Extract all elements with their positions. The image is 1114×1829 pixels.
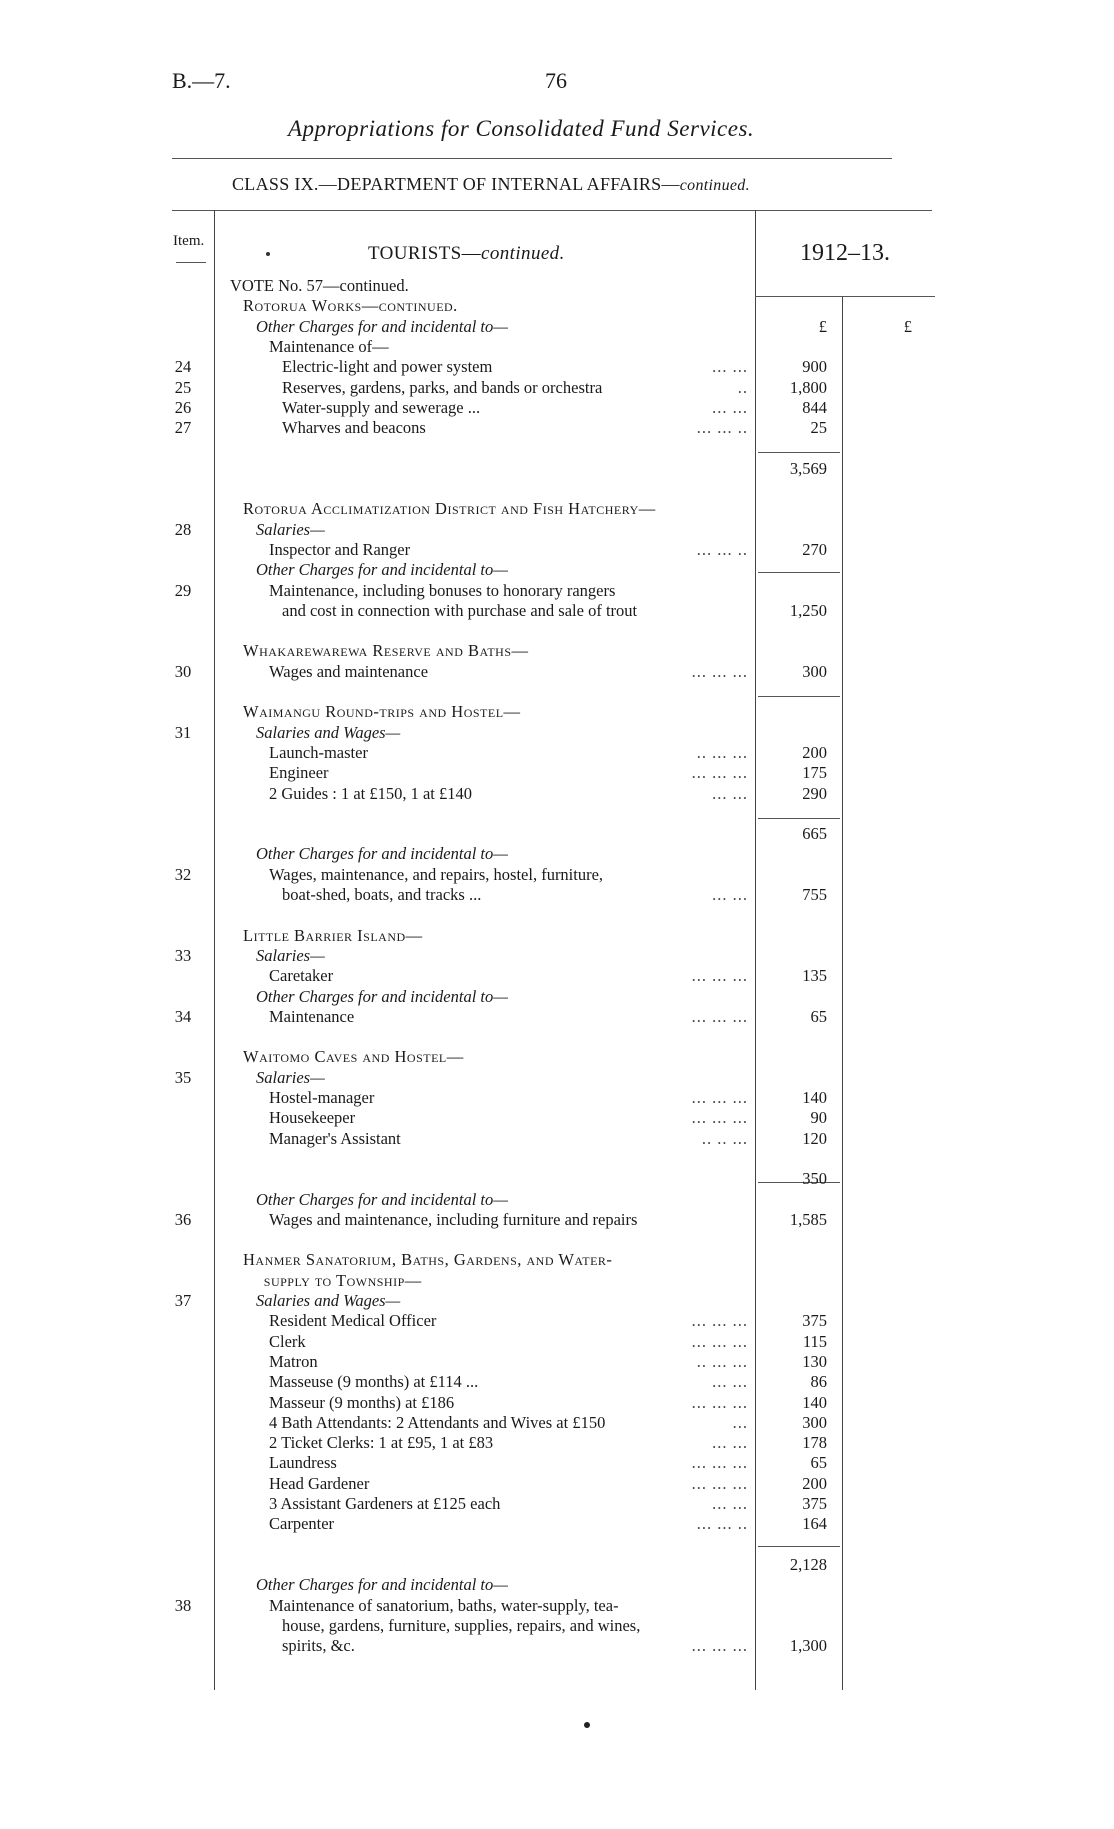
leader-dots: ... ... ...	[691, 1331, 748, 1351]
leader-dots: ... ...	[712, 783, 748, 803]
table-row	[0, 1047, 1114, 1067]
table-row	[0, 1616, 1114, 1636]
leader-dots: ... ... ...	[691, 763, 748, 783]
table-row	[0, 1636, 1114, 1656]
row-description: Matron	[269, 1351, 318, 1371]
item-number: 29	[174, 580, 192, 600]
item-number: 32	[174, 864, 192, 884]
amount: 300	[802, 661, 827, 681]
table-row	[0, 1453, 1114, 1473]
table-row	[0, 1413, 1114, 1433]
amount: 90	[810, 1108, 827, 1128]
item-number: 24	[174, 357, 192, 377]
row-description: boat-shed, boats, and tracks ...	[282, 885, 482, 904]
leader-dots: ... ...	[712, 1372, 748, 1392]
class-heading-main: CLASS IX.—DEPARTMENT OF INTERNAL AFFAIRS—	[232, 174, 680, 194]
amount: 900	[802, 357, 827, 377]
leader-dots: .. .. ...	[701, 1128, 748, 1148]
amount: 200	[802, 1473, 827, 1493]
table-row	[0, 1311, 1114, 1331]
table-row	[0, 418, 1114, 438]
leader-dots: ... ... ...	[691, 1006, 748, 1026]
table-row	[0, 398, 1114, 418]
amount: 178	[802, 1433, 827, 1453]
item-number: 38	[174, 1595, 192, 1615]
table-row	[0, 763, 1114, 783]
item-header-rule	[176, 262, 206, 263]
table-row	[0, 641, 1114, 661]
table-row	[0, 1007, 1114, 1027]
table-row	[0, 276, 1114, 296]
table-row	[0, 784, 1114, 804]
row-description: Other Charges for and incidental to—	[256, 316, 508, 336]
row-description: Electric-light and power system	[282, 357, 493, 377]
leader-dots: ... ...	[712, 885, 748, 904]
amount: 300	[802, 1412, 827, 1432]
amount: 844	[802, 397, 827, 417]
amount: 65	[810, 1006, 827, 1026]
title-rule	[172, 158, 892, 159]
table-row	[0, 1393, 1114, 1413]
row-description: Other Charges for and incidental to—	[256, 560, 508, 580]
table-row	[0, 1129, 1114, 1149]
row-description: spirits, &c.	[282, 1636, 355, 1656]
item-number: 37	[174, 1291, 192, 1310]
table-row	[0, 1027, 1114, 1047]
row-description: Rotorua Works—continued.	[243, 296, 458, 316]
leader-dots: ...	[732, 1412, 748, 1432]
table-row	[0, 1190, 1114, 1210]
table-row	[0, 1332, 1114, 1352]
row-description: Laundress	[269, 1453, 337, 1473]
item-column-header: Item.	[173, 233, 205, 249]
table-row	[0, 459, 1114, 479]
table-row	[0, 946, 1114, 966]
row-description: Wages and maintenance	[269, 661, 429, 681]
row-description: VOTE No. 57—continued.	[230, 276, 409, 295]
amount: 1,585	[789, 1209, 827, 1229]
row-description: Rotorua Acclimatization District and Fish Hatchery—	[243, 499, 656, 519]
table-row	[0, 560, 1114, 580]
row-description: Manager's Assistant	[269, 1128, 401, 1148]
row-description: Hanmer Sanatorium, Baths, Gardens, and Water-	[243, 1250, 613, 1270]
item-number: 27	[174, 418, 192, 438]
row-description: 2 Guides : 1 at £150, 1 at £140	[269, 783, 473, 803]
leader-dots: ... ...	[712, 397, 748, 417]
amount: 140	[802, 1088, 827, 1107]
row-description: Maintenance, including bonuses to honorary rangers	[269, 580, 616, 600]
table-row	[0, 438, 1114, 458]
row-description: Reserves, gardens, parks, and bands or orchestra	[282, 377, 603, 397]
table-row	[0, 1210, 1114, 1230]
row-description: Whakarewarewa Reserve and Baths—	[243, 641, 529, 661]
leader-dots: ... ... ..	[696, 1514, 748, 1534]
row-description: Other Charges for and incidental to—	[256, 844, 508, 864]
leader-dots: ... ...	[712, 1494, 748, 1513]
leader-dots: ... ... ...	[691, 1392, 748, 1412]
amount: 120	[802, 1128, 827, 1148]
amount: 140	[802, 1392, 827, 1412]
leader-dots: ... ... ...	[691, 661, 748, 681]
table-row	[0, 499, 1114, 519]
row-description: Salaries and Wages—	[256, 722, 401, 742]
table-row	[0, 1514, 1114, 1534]
amount: 1,300	[789, 1636, 827, 1656]
table-row	[0, 520, 1114, 540]
table-row	[0, 702, 1114, 722]
amount: 115	[802, 1331, 827, 1351]
table-row	[0, 926, 1114, 946]
row-description: Other Charges for and incidental to—	[256, 1575, 508, 1595]
amount: 375	[802, 1311, 827, 1331]
printer-mark	[584, 1722, 590, 1728]
row-description: Salaries—	[256, 519, 325, 539]
table-row	[0, 1352, 1114, 1372]
table-row	[0, 1372, 1114, 1392]
table-row	[0, 378, 1114, 398]
leader-dots: .. ... ...	[696, 742, 748, 762]
table-row	[0, 1271, 1114, 1291]
total-amount: £	[903, 316, 912, 336]
row-description: Engineer	[269, 763, 329, 783]
table-row	[0, 1230, 1114, 1250]
item-number: 30	[174, 661, 192, 681]
table-row	[0, 824, 1114, 844]
page-number: 76	[545, 68, 567, 93]
leader-dots: ... ... ..	[696, 418, 748, 438]
year-column-header: 1912–13.	[800, 240, 890, 266]
table-row	[0, 987, 1114, 1007]
amount: 755	[802, 885, 827, 904]
amount: 350	[802, 1169, 827, 1189]
row-description: Inspector and Ranger	[269, 539, 411, 559]
item-number: 33	[174, 945, 192, 965]
amount: 135	[802, 966, 827, 986]
leader-dots: ... ... ...	[691, 1473, 748, 1493]
leader-dots: ... ... ..	[696, 539, 748, 559]
section-header-main: TOURISTS—	[368, 243, 482, 264]
amount: 86	[810, 1372, 827, 1392]
table-row	[0, 337, 1114, 357]
row-description: supply to Township—	[263, 1270, 422, 1290]
row-description: Wages, maintenance, and repairs, hostel, furniture,	[269, 864, 604, 884]
item-number: 34	[174, 1006, 192, 1026]
row-description: Launch-master	[269, 742, 368, 762]
table-row	[0, 662, 1114, 682]
class-heading-continued: continued.	[679, 177, 750, 194]
table-row	[0, 479, 1114, 499]
item-number: 35	[174, 1067, 192, 1087]
row-description: Waitomo Caves and Hostel—	[243, 1047, 464, 1067]
row-description: Housekeeper	[269, 1108, 356, 1128]
table-row	[0, 1494, 1114, 1514]
table-row	[0, 1575, 1114, 1595]
table-row	[0, 601, 1114, 621]
amount: 2,128	[789, 1554, 827, 1574]
row-description: Other Charges for and incidental to—	[256, 986, 508, 1006]
amount: 200	[802, 742, 827, 762]
section-header	[368, 243, 565, 265]
amount: 290	[802, 783, 827, 803]
table-row	[0, 357, 1114, 377]
row-description: Water-supply and sewerage ...	[282, 397, 481, 417]
table-row	[0, 581, 1114, 601]
leader-dots: ..	[737, 377, 748, 397]
item-number: 28	[174, 519, 192, 539]
amount: £	[818, 316, 827, 336]
table-row	[0, 540, 1114, 560]
table-row	[0, 296, 1114, 316]
leader-dots: ... ... ...	[691, 1088, 748, 1107]
amount: 164	[802, 1514, 827, 1534]
leader-dots: ... ...	[712, 357, 748, 377]
row-description: Little Barrier Island—	[243, 925, 423, 945]
table-row	[0, 1555, 1114, 1575]
row-description: Salaries—	[256, 1067, 325, 1087]
item-number: 25	[174, 377, 192, 397]
row-description: and cost in connection with purchase and sale of trout	[282, 600, 638, 620]
table-row	[0, 317, 1114, 337]
row-description: Maintenance	[269, 1006, 355, 1026]
row-description: Wharves and beacons	[282, 418, 426, 438]
row-description: 3 Assistant Gardeners at £125 each	[269, 1494, 501, 1513]
table-row	[0, 1535, 1114, 1555]
item-number: 26	[174, 397, 192, 417]
row-description: 2 Ticket Clerks: 1 at £95, 1 at £83	[269, 1433, 494, 1453]
table-row	[0, 966, 1114, 986]
amount: 130	[802, 1351, 827, 1371]
table-row	[0, 1433, 1114, 1453]
row-description: Wages and maintenance, including furniture and repairs	[269, 1209, 638, 1229]
row-description: Maintenance of sanatorium, baths, water-supply, tea-	[269, 1595, 619, 1615]
class-rule	[172, 210, 932, 211]
class-heading	[232, 174, 750, 195]
row-description: Other Charges for and incidental to—	[256, 1189, 508, 1209]
amount: 375	[802, 1494, 827, 1513]
table-row	[0, 885, 1114, 905]
document-reference: B.—7.	[172, 68, 231, 93]
row-description: Head Gardener	[269, 1473, 370, 1493]
amount: 65	[810, 1453, 827, 1473]
table-row	[0, 1169, 1114, 1189]
item-number: 31	[174, 722, 192, 742]
row-description: Resident Medical Officer	[269, 1311, 437, 1331]
table-row	[0, 743, 1114, 763]
row-description: Waimangu Round-trips and Hostel—	[243, 702, 521, 722]
leader-dots: ... ... ...	[691, 1636, 748, 1656]
row-description: Salaries—	[256, 945, 325, 965]
amount: 25	[810, 418, 827, 438]
amount: 665	[802, 824, 827, 844]
section-header-bullet	[266, 252, 270, 256]
row-description: Caretaker	[269, 966, 334, 986]
amount: 1,250	[789, 600, 827, 620]
section-header-continued: continued.	[481, 243, 565, 264]
table-row	[0, 1108, 1114, 1128]
row-description: Salaries and Wages—	[256, 1291, 401, 1310]
table-row	[0, 1149, 1114, 1169]
leader-dots: ... ... ...	[691, 1108, 748, 1128]
row-description: Maintenance of—	[269, 336, 389, 356]
amount: 1,800	[789, 377, 827, 397]
item-number: 36	[174, 1209, 192, 1229]
row-description: house, gardens, furniture, supplies, repairs, and wines,	[282, 1615, 641, 1635]
table-row	[0, 804, 1114, 824]
table-row	[0, 1068, 1114, 1088]
leader-dots: ... ... ...	[691, 1311, 748, 1331]
leader-dots: ... ... ...	[691, 966, 748, 986]
row-description: Carpenter	[269, 1514, 335, 1534]
table-row	[0, 1088, 1114, 1108]
row-description: Hostel-manager	[269, 1088, 375, 1107]
table-row	[0, 1474, 1114, 1494]
table-row	[0, 1250, 1114, 1270]
table-row	[0, 844, 1114, 864]
amount: 270	[802, 539, 827, 559]
row-description: Clerk	[269, 1331, 306, 1351]
row-description: Masseur (9 months) at £186	[269, 1392, 455, 1412]
table-row	[0, 723, 1114, 743]
table-row	[0, 1596, 1114, 1616]
row-description: Masseuse (9 months) at £114 ...	[269, 1372, 479, 1392]
table-row	[0, 621, 1114, 641]
leader-dots: .. ... ...	[696, 1351, 748, 1371]
page-title: Appropriations for Consolidated Fund Services.	[288, 116, 755, 141]
table-row	[0, 865, 1114, 885]
leader-dots: ... ... ...	[691, 1453, 748, 1473]
amount: 3,569	[789, 458, 827, 478]
amount: 175	[802, 763, 827, 783]
table-row	[0, 1291, 1114, 1311]
leader-dots: ... ...	[712, 1433, 748, 1453]
row-description: 4 Bath Attendants: 2 Attendants and Wives at £150	[269, 1412, 606, 1432]
table-row	[0, 905, 1114, 925]
table-row	[0, 682, 1114, 702]
